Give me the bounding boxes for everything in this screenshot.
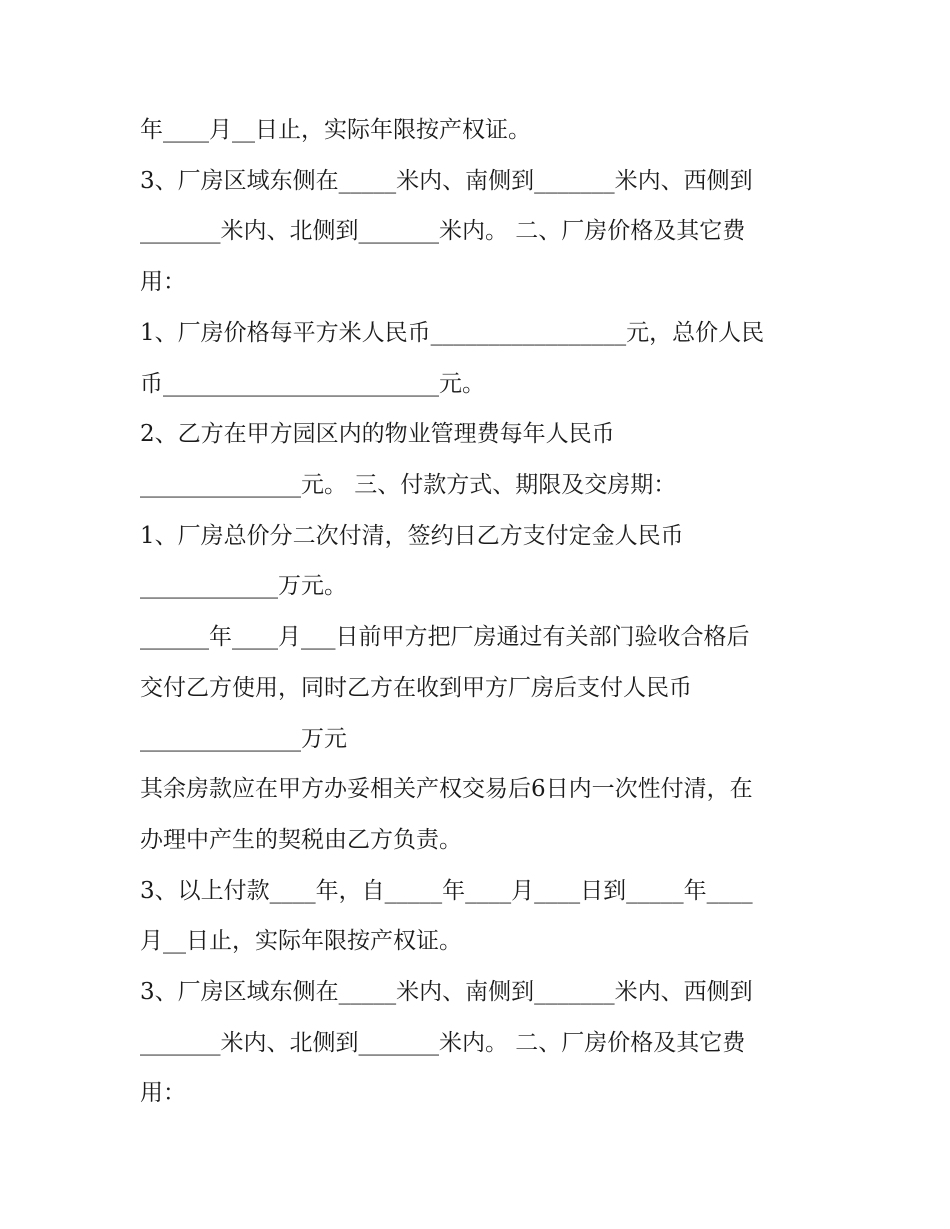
text-line-2: 3、厂房区域东侧在_____米内、南侧到_______米内、西侧到 — [140, 168, 753, 194]
text-line-3: _______米内、北侧到_______米内。 二、厂房价格及其它费 — [140, 218, 746, 244]
text-line-8: ______________元。 三、付款方式、期限及交房期： — [140, 472, 677, 498]
text-line-18: 3、厂房区域东侧在_____米内、南侧到_______米内、西侧到 — [140, 979, 753, 1005]
text-line-12: 交付乙方使用，同时乙方在收到甲方厂房后支付人民币 — [140, 675, 692, 701]
text-line-10: ____________万元。 — [140, 573, 347, 599]
text-line-19: _______米内、北侧到_______米内。 二、厂房价格及其它费 — [140, 1030, 746, 1056]
text-line-15: 办理中产生的契税由乙方负责。 — [140, 827, 462, 853]
text-line-20: 用： — [140, 1080, 186, 1106]
text-line-6: 币________________________元。 — [140, 371, 485, 397]
text-line-13: ______________万元 — [140, 726, 347, 752]
text-line-9: 1、厂房总价分二次付清，签约日乙方支付定金人民币 — [140, 523, 684, 549]
text-line-4: 用： — [140, 269, 186, 295]
text-line-16: 3、以上付款____年，自_____年____月____日到_____年____ — [140, 878, 753, 904]
text-line-7: 2、乙方在甲方园区内的物业管理费每年人民币 — [140, 421, 615, 447]
text-line-5: 1、厂房价格每平方米人民币_________________元，总价人民 — [140, 320, 765, 346]
text-line-11: ______年____月___日前甲方把厂房通过有关部门验收合格后 — [140, 624, 750, 650]
text-line-14: 其余房款应在甲方办妥相关产权交易后6日内一次性付清，在 — [140, 776, 753, 802]
text-line-17: 月__日止，实际年限按产权证。 — [140, 928, 462, 954]
text-line-1: 年____月__日止，实际年限按产权证。 — [140, 117, 531, 143]
